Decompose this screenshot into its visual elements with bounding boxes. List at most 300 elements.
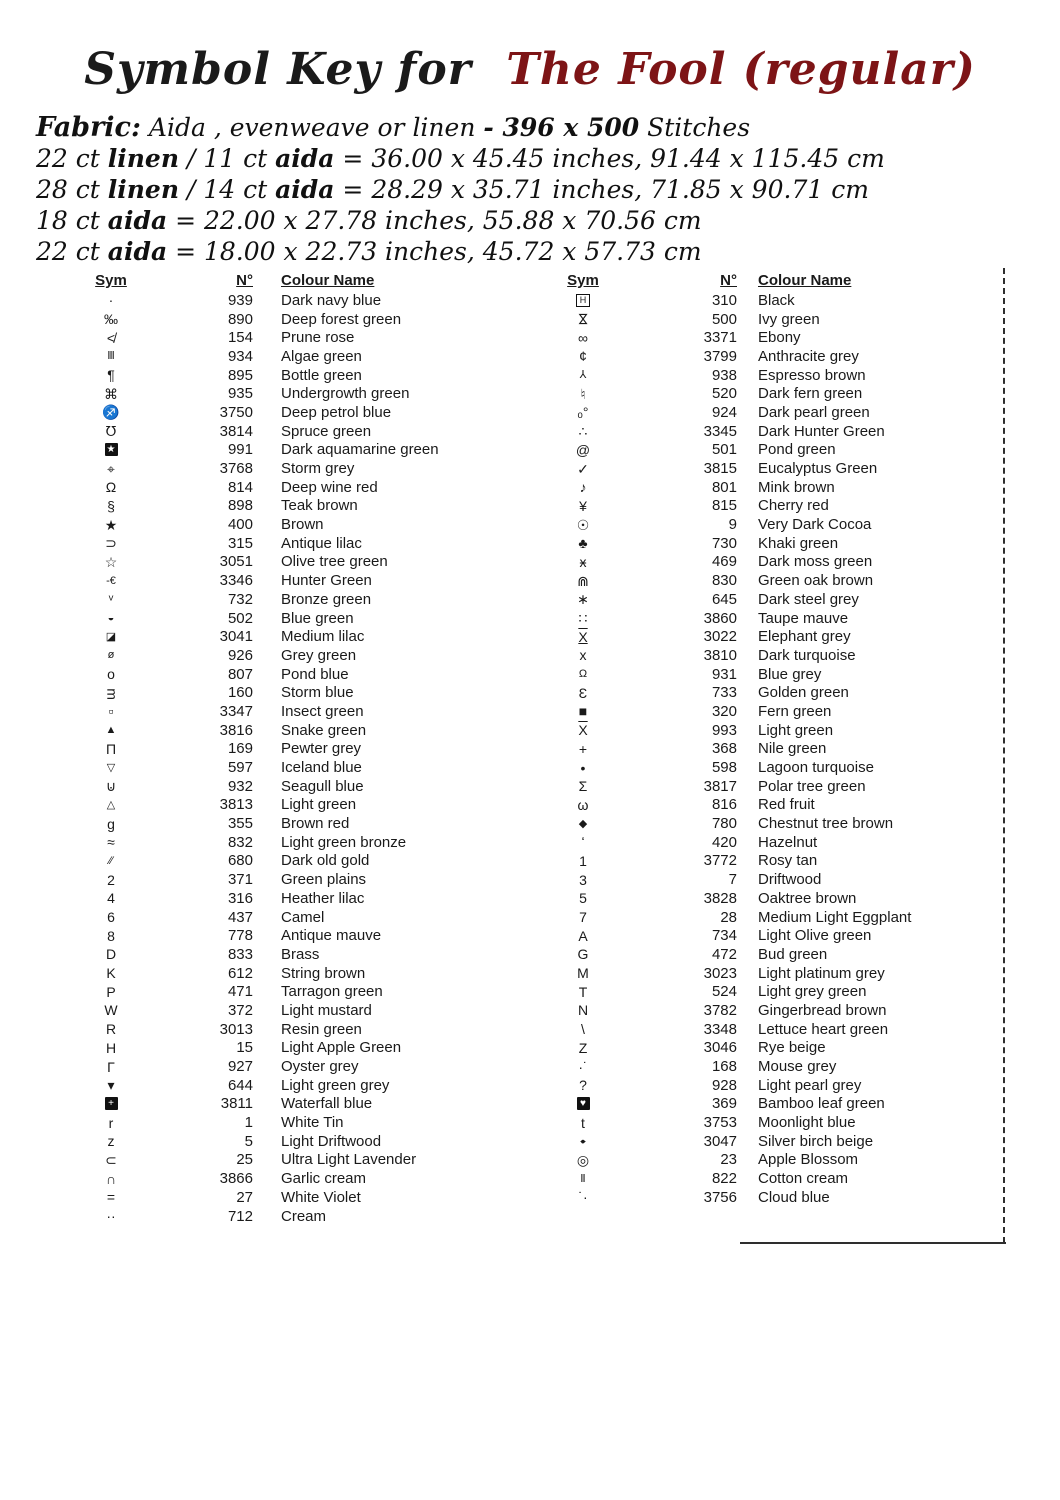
- key-row: [85, 590, 495, 609]
- colour-name-cell: Mouse grey: [758, 1058, 837, 1076]
- number-cell: 420: [711, 833, 737, 851]
- number-cell: 472: [711, 945, 737, 963]
- symbol-cell: D: [105, 946, 117, 963]
- key-row: [85, 777, 495, 796]
- header-number: N°: [236, 272, 253, 289]
- key-row: [85, 534, 495, 553]
- number-cell: 3013: [219, 1020, 253, 1038]
- fabric-text: aida: [107, 237, 168, 266]
- symbol-cell: △: [106, 798, 116, 811]
- colour-name-cell: Teak brown: [281, 497, 358, 515]
- number-cell: 3799: [703, 347, 737, 365]
- number-cell: 320: [711, 702, 737, 720]
- number-cell: 3811: [220, 1095, 253, 1113]
- key-row: [557, 702, 977, 721]
- colour-name-cell: Light green: [758, 721, 834, 739]
- colour-name-cell: Blue green: [281, 609, 354, 627]
- fabric-text: 18 ct: [36, 206, 108, 235]
- symbol-cell: ʻ: [581, 834, 585, 851]
- symbol-cell: ⊍: [105, 778, 117, 795]
- colour-name-cell: Deep wine red: [281, 478, 378, 496]
- key-row: [557, 571, 977, 590]
- colour-name-cell: Prune rose: [281, 329, 355, 347]
- colour-name-cell: Bamboo leaf green: [758, 1095, 885, 1113]
- symbol-cell: 7: [579, 909, 587, 926]
- key-row: [557, 1113, 977, 1132]
- key-row: [557, 1151, 977, 1170]
- symbol-cell: H: [105, 1039, 117, 1056]
- key-row: [85, 1076, 495, 1095]
- number-cell: 371: [227, 871, 253, 889]
- symbol-cell: Ⅲ: [107, 350, 115, 363]
- key-row: [557, 422, 977, 441]
- key-row: [557, 403, 977, 422]
- key-row: [85, 571, 495, 590]
- colour-name-cell: Green oak brown: [758, 572, 874, 590]
- key-row: [557, 1039, 977, 1058]
- colour-name-cell: Taupe mauve: [758, 609, 849, 627]
- symbol-key-column-left: [85, 270, 495, 1225]
- key-row: [557, 945, 977, 964]
- colour-name-cell: Lagoon turquoise: [758, 759, 874, 777]
- fabric-text: Aida , evenweave or linen: [140, 113, 484, 142]
- fabric-text: aida: [107, 206, 168, 235]
- colour-name-cell: Dark fern green: [758, 385, 863, 403]
- colour-name-cell: Heather lilac: [281, 889, 365, 907]
- colour-name-cell: Deep forest green: [281, 310, 402, 328]
- symbol-cell: ≮: [106, 329, 116, 346]
- number-cell: 310: [711, 291, 737, 309]
- symbol-cell: Γ: [107, 1058, 115, 1075]
- key-row: [85, 683, 495, 702]
- colour-name-cell: Dark aquamarine green: [281, 441, 439, 459]
- symbol-cell: ¶: [107, 367, 115, 384]
- symbol-cell: ♣: [578, 535, 588, 552]
- key-rows-right: [557, 291, 977, 1207]
- colour-name-cell: Algae green: [281, 347, 362, 365]
- colour-name-cell: Iceland blue: [281, 759, 362, 777]
- key-row: [557, 310, 977, 329]
- number-cell: 822: [711, 1170, 737, 1188]
- number-cell: 524: [711, 983, 737, 1001]
- symbol-cell: 3: [579, 871, 587, 888]
- key-row: [85, 721, 495, 740]
- number-cell: 814: [227, 478, 253, 496]
- colour-name-cell: Nile green: [758, 740, 827, 758]
- number-cell: 28: [720, 908, 737, 926]
- table-right-border: [1003, 268, 1005, 1243]
- key-row: [85, 403, 495, 422]
- fabric-text: 28 ct: [36, 175, 108, 204]
- colour-name-cell: Bud green: [758, 945, 828, 963]
- colour-name-cell: Bronze green: [281, 590, 372, 608]
- key-row: [557, 926, 977, 945]
- number-cell: 830: [711, 572, 737, 590]
- key-row: [557, 515, 977, 534]
- key-row: [557, 609, 977, 628]
- key-row: [557, 627, 977, 646]
- colour-name-cell: Driftwood: [758, 871, 822, 889]
- number-cell: 368: [711, 740, 737, 758]
- symbol-cell: Π: [105, 740, 117, 757]
- colour-name-cell: Rosy tan: [758, 852, 818, 870]
- key-row: [557, 328, 977, 347]
- colour-name-cell: Anthracite grey: [758, 347, 859, 365]
- key-row: [85, 310, 495, 329]
- fabric-text: - 396 x 500: [483, 113, 640, 142]
- number-cell: 23: [720, 1151, 737, 1169]
- key-table-header: [557, 270, 977, 291]
- key-row: [557, 1057, 977, 1076]
- key-row: [85, 702, 495, 721]
- symbol-cell: \: [581, 1021, 585, 1038]
- symbol-cell: ⋈: [576, 312, 591, 326]
- symbol-cell: ᵛ: [108, 591, 114, 608]
- colour-name-cell: Dark moss green: [758, 553, 873, 571]
- colour-name-cell: Light Apple Green: [281, 1039, 402, 1057]
- colour-name-cell: Antique lilac: [281, 534, 362, 552]
- key-row: [85, 441, 495, 460]
- fabric-line: [36, 143, 885, 174]
- number-cell: 154: [227, 329, 253, 347]
- number-cell: 890: [227, 310, 253, 328]
- symbol-cell: ▾: [107, 1077, 115, 1094]
- number-cell: 598: [711, 759, 737, 777]
- fabric-line: [36, 236, 885, 267]
- colour-name-cell: Bottle green: [281, 366, 362, 384]
- symbol-cell: ᴟ: [106, 684, 116, 701]
- colour-name-cell: Resin green: [281, 1020, 362, 1038]
- symbol-cell: ∗: [577, 591, 589, 608]
- header-colour-name: Colour Name: [281, 272, 375, 289]
- colour-name-cell: Medium Light Eggplant: [758, 908, 912, 926]
- symbol-cell: ★: [105, 443, 118, 456]
- number-cell: 3371: [703, 329, 737, 347]
- key-row: [85, 291, 495, 310]
- number-cell: 926: [227, 646, 253, 664]
- key-row: [557, 758, 977, 777]
- fabric-text: / 14 ct: [179, 175, 276, 204]
- key-row: [557, 833, 977, 852]
- number-cell: 3814: [219, 422, 253, 440]
- number-cell: 3753: [703, 1114, 737, 1132]
- key-row: [557, 796, 977, 815]
- number-cell: 3828: [703, 889, 737, 907]
- key-row: [557, 683, 977, 702]
- number-cell: 927: [227, 1058, 253, 1076]
- number-cell: 316: [227, 889, 253, 907]
- colour-name-cell: Light platinum grey: [758, 964, 885, 982]
- number-cell: 3860: [703, 609, 737, 627]
- symbol-cell: $\overline{X}$: [578, 722, 588, 739]
- colour-name-cell: Cloud blue: [758, 1188, 830, 1206]
- symbol-cell: ◪: [105, 630, 117, 643]
- symbol-cell: ♐: [102, 404, 120, 421]
- key-row: [557, 870, 977, 889]
- symbol-cell: ¥: [579, 497, 587, 514]
- symbol-cell: ☉: [576, 516, 590, 533]
- symbol-cell: ∷: [578, 610, 588, 627]
- colour-name-cell: Golden green: [758, 684, 849, 702]
- number-cell: 3756: [703, 1188, 737, 1206]
- table-bottom-border: [740, 1242, 1006, 1244]
- number-cell: 160: [227, 684, 253, 702]
- number-cell: 898: [227, 497, 253, 515]
- symbol-cell: Σ: [578, 778, 588, 795]
- key-row: [85, 814, 495, 833]
- colour-name-cell: Black: [758, 291, 795, 309]
- number-cell: 3047: [703, 1132, 737, 1150]
- fabric-text: = 22.00 x 27.78 inches, 55.88 x 70.56 cm: [167, 206, 702, 235]
- colour-name-cell: Green plains: [281, 871, 367, 889]
- colour-name-cell: Light grey green: [758, 983, 867, 1001]
- symbol-cell: r: [108, 1114, 114, 1131]
- number-cell: 3046: [703, 1039, 737, 1057]
- colour-name-cell: Dark Hunter Green: [758, 422, 885, 440]
- colour-name-cell: Light green grey: [281, 1076, 390, 1094]
- key-row: [557, 1001, 977, 1020]
- key-row: [85, 478, 495, 497]
- symbol-cell: Ω: [105, 479, 117, 496]
- symbol-cell: ¢: [579, 348, 587, 365]
- symbol-cell: 4: [107, 890, 115, 907]
- number-cell: 3768: [219, 460, 253, 478]
- symbol-cell: ♪: [579, 479, 587, 496]
- key-row: [557, 1076, 977, 1095]
- colour-name-cell: Mink brown: [758, 478, 835, 496]
- symbol-cell: 1: [579, 852, 587, 869]
- symbol-cell: ‰: [104, 311, 118, 328]
- number-cell: 934: [227, 347, 253, 365]
- colour-name-cell: Lettuce heart green: [758, 1020, 889, 1038]
- symbol-cell: ∞: [578, 329, 588, 346]
- colour-name-cell: Hazelnut: [758, 833, 818, 851]
- symbol-cell: ··: [106, 1208, 116, 1225]
- symbol-cell: ♥: [577, 1097, 590, 1110]
- number-cell: 3750: [219, 403, 253, 421]
- number-cell: 801: [711, 478, 737, 496]
- symbol-cell: K: [106, 965, 116, 982]
- key-row: [85, 964, 495, 983]
- fabric-text: = 28.29 x 35.71 inches, 71.85 x 90.71 cm: [334, 175, 869, 204]
- key-row: [557, 646, 977, 665]
- title-prefix: Symbol Key for: [84, 44, 472, 95]
- number-cell: 372: [227, 1001, 253, 1019]
- symbol-cell: •: [580, 759, 586, 776]
- key-rows-left: [85, 291, 495, 1225]
- colour-name-cell: String brown: [281, 964, 366, 982]
- key-row: [557, 1188, 977, 1207]
- key-row: [85, 347, 495, 366]
- symbol-cell: ▫: [108, 703, 114, 720]
- number-cell: 732: [227, 590, 253, 608]
- number-cell: 816: [711, 796, 737, 814]
- colour-name-cell: Brass: [281, 945, 320, 963]
- number-cell: 3041: [219, 628, 253, 646]
- number-cell: 3023: [703, 964, 737, 982]
- number-cell: 807: [227, 665, 253, 683]
- colour-name-cell: Very Dark Cocoa: [758, 516, 872, 534]
- symbol-cell: ▲: [105, 724, 117, 737]
- colour-name-cell: Chestnut tree brown: [758, 815, 894, 833]
- fabric-info: [36, 112, 885, 267]
- symbol-cell: =: [106, 1189, 116, 1206]
- key-row: [85, 422, 495, 441]
- colour-name-cell: Khaki green: [758, 534, 839, 552]
- number-cell: 939: [227, 291, 253, 309]
- symbol-cell: 8: [107, 927, 115, 944]
- colour-name-cell: Light mustard: [281, 1001, 372, 1019]
- key-row: [557, 384, 977, 403]
- key-row: [557, 1169, 977, 1188]
- colour-name-cell: Rye beige: [758, 1039, 826, 1057]
- colour-name-cell: White Violet: [281, 1188, 361, 1206]
- symbol-cell: ℧: [105, 423, 117, 440]
- number-cell: 3782: [703, 1001, 737, 1019]
- pattern-name: The Fool (regular): [506, 44, 976, 95]
- colour-name-cell: Storm grey: [281, 460, 355, 478]
- key-row: [557, 814, 977, 833]
- key-row: [557, 665, 977, 684]
- colour-name-cell: Snake green: [281, 721, 367, 739]
- key-row: [85, 889, 495, 908]
- number-cell: 500: [711, 310, 737, 328]
- fabric-text: aida: [275, 175, 335, 204]
- number-cell: 3022: [703, 628, 737, 646]
- symbol-cell: ✓: [577, 460, 589, 477]
- key-row: [85, 1169, 495, 1188]
- colour-name-cell: Oaktree brown: [758, 889, 857, 907]
- symbol-cell: +: [578, 740, 588, 757]
- colour-name-cell: Ultra Light Lavender: [281, 1151, 417, 1169]
- symbol-cell: ⅄: [579, 369, 587, 382]
- number-cell: 993: [711, 721, 737, 739]
- symbol-cell: G: [577, 946, 589, 963]
- key-row: [85, 758, 495, 777]
- colour-name-cell: Seagull blue: [281, 777, 364, 795]
- number-cell: 3348: [703, 1020, 737, 1038]
- symbol-cell: 6: [107, 909, 115, 926]
- colour-name-cell: Deep petrol blue: [281, 403, 392, 421]
- symbol-cell: T: [578, 983, 588, 1000]
- key-row: [85, 833, 495, 852]
- symbol-cell: g: [107, 815, 115, 832]
- colour-name-cell: Antique mauve: [281, 927, 382, 945]
- colour-name-cell: Brown: [281, 516, 324, 534]
- colour-name-cell: Pond green: [758, 441, 836, 459]
- number-cell: 169: [227, 740, 253, 758]
- number-cell: 27: [236, 1188, 253, 1206]
- page-title: [0, 44, 1060, 95]
- key-row: [85, 945, 495, 964]
- key-row: [85, 497, 495, 516]
- colour-name-cell: Red fruit: [758, 796, 815, 814]
- colour-name-cell: White Tin: [281, 1114, 344, 1132]
- key-row: [85, 908, 495, 927]
- number-cell: 815: [711, 497, 737, 515]
- symbol-cell: ˙·: [578, 1189, 588, 1206]
- number-cell: 733: [711, 684, 737, 702]
- colour-name-cell: Eucalyptus Green: [758, 460, 878, 478]
- symbol-cell: •: [580, 1133, 586, 1150]
- colour-name-cell: Apple Blossom: [758, 1151, 859, 1169]
- number-cell: 3815: [703, 460, 737, 478]
- fabric-line: [36, 174, 885, 205]
- key-row: [557, 590, 977, 609]
- colour-name-cell: Hunter Green: [281, 572, 372, 590]
- symbol-cell: ◒: [107, 612, 115, 625]
- symbol-cell: ⌖: [107, 460, 115, 477]
- colour-name-cell: Undergrowth green: [281, 385, 410, 403]
- fabric-text: 22 ct: [36, 237, 108, 266]
- colour-name-cell: Gingerbread brown: [758, 1001, 887, 1019]
- header-colour-name: Colour Name: [758, 272, 852, 289]
- colour-name-cell: Silver birch beige: [758, 1132, 874, 1150]
- key-row: [85, 609, 495, 628]
- number-cell: 712: [227, 1207, 253, 1225]
- key-row: [557, 553, 977, 572]
- number-cell: 25: [236, 1151, 253, 1169]
- colour-name-cell: Dark turquoise: [758, 646, 856, 664]
- symbol-cell: @: [575, 441, 591, 458]
- fabric-text: = 18.00 x 22.73 inches, 45.72 x 57.73 cm: [167, 237, 702, 266]
- number-cell: 938: [711, 366, 737, 384]
- colour-name-cell: Cream: [281, 1207, 327, 1225]
- key-row: [85, 1188, 495, 1207]
- key-row: [85, 740, 495, 759]
- header-number: N°: [720, 272, 737, 289]
- symbol-cell: ?: [579, 1077, 587, 1094]
- number-cell: 644: [227, 1076, 253, 1094]
- number-cell: 932: [227, 777, 253, 795]
- number-cell: 612: [227, 964, 253, 982]
- colour-name-cell: Olive tree green: [281, 553, 388, 571]
- number-cell: 645: [711, 590, 737, 608]
- number-cell: 680: [227, 852, 253, 870]
- number-cell: 730: [711, 534, 737, 552]
- symbol-cell: ■: [578, 703, 588, 720]
- colour-name-cell: Oyster grey: [281, 1058, 359, 1076]
- number-cell: 3345: [703, 422, 737, 440]
- number-cell: 3816: [219, 721, 253, 739]
- colour-name-cell: Brown red: [281, 815, 350, 833]
- symbol-cell: ♮: [580, 385, 586, 402]
- symbol-cell: ☆: [104, 553, 118, 570]
- fabric-line: [36, 112, 885, 143]
- number-cell: 597: [227, 759, 253, 777]
- symbol-cell: Z: [578, 1039, 588, 1056]
- colour-name-cell: Spruce green: [281, 422, 372, 440]
- key-row: [85, 366, 495, 385]
- colour-name-cell: Espresso brown: [758, 366, 866, 384]
- symbol-cell: Ω: [578, 668, 588, 681]
- key-row: [85, 328, 495, 347]
- colour-name-cell: Light green bronze: [281, 833, 407, 851]
- number-cell: 520: [711, 385, 737, 403]
- symbol-cell: 5: [579, 890, 587, 907]
- number-cell: 355: [227, 815, 253, 833]
- key-row: [85, 553, 495, 572]
- colour-name-cell: Dark old gold: [281, 852, 370, 870]
- number-cell: 502: [227, 609, 253, 627]
- colour-name-cell: Cotton cream: [758, 1170, 849, 1188]
- colour-name-cell: Blue grey: [758, 665, 822, 683]
- colour-name-cell: Fern green: [758, 702, 832, 720]
- colour-name-cell: Cherry red: [758, 497, 829, 515]
- number-cell: 833: [227, 945, 253, 963]
- symbol-cell: H: [576, 294, 590, 307]
- key-row: [557, 740, 977, 759]
